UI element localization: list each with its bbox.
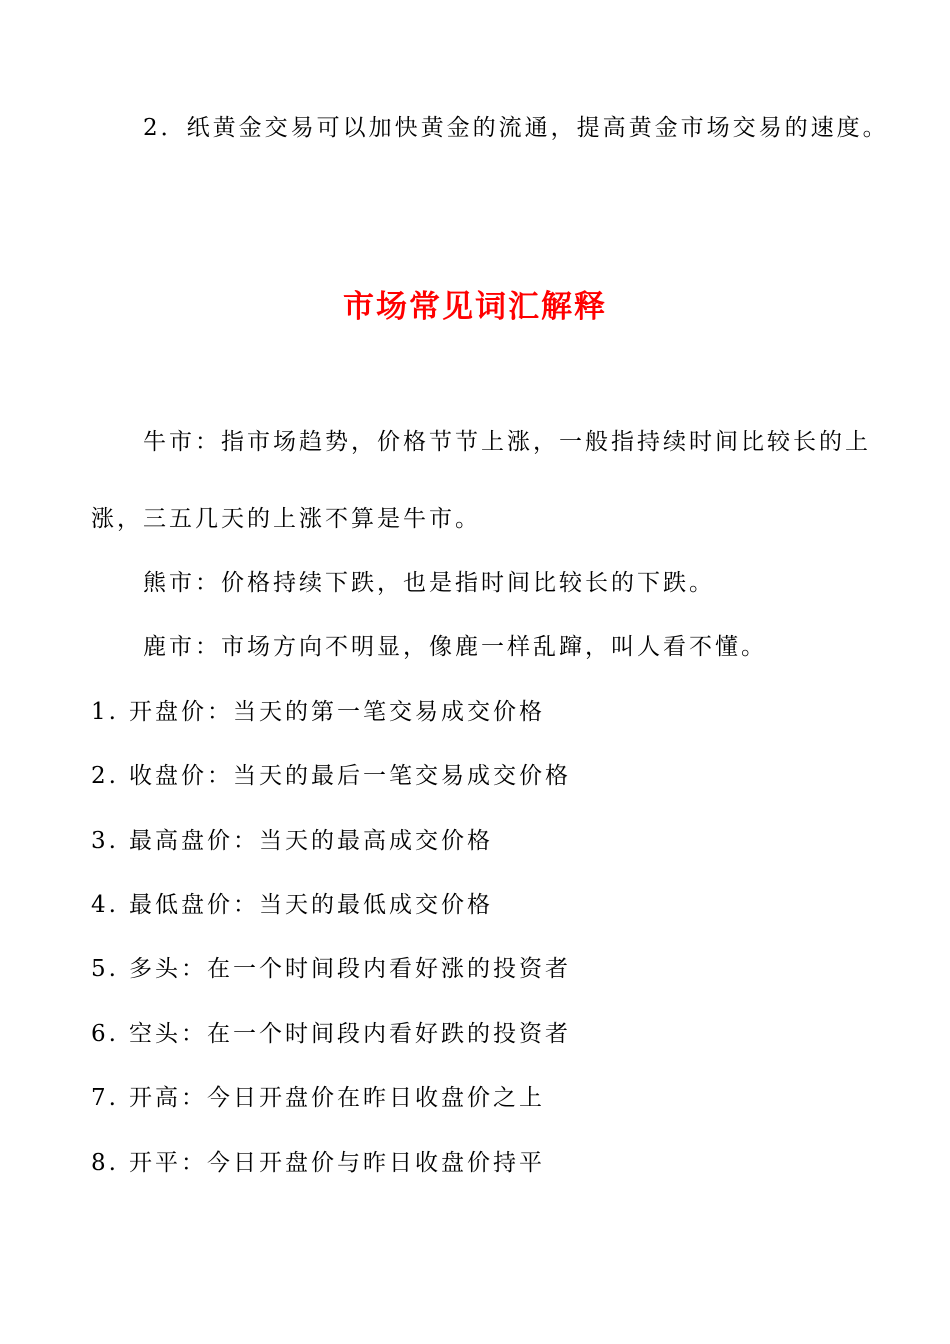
list-item [91, 826, 493, 856]
list-item-text: 开盘价：当天的第一笔交易成交价格 [129, 699, 545, 725]
bull-market-definition-line1: 牛市：指市场趋势，价格节节上涨，一般指持续时间比较长的上 [143, 429, 871, 455]
list-item [91, 954, 571, 984]
list-item-number: 8. [91, 1150, 119, 1176]
list-item-number: 7. [91, 1085, 119, 1111]
list-item [91, 761, 571, 791]
list-item [91, 1148, 545, 1178]
list-item-number: 1. [91, 699, 119, 725]
list-item-number: 5. [91, 956, 119, 982]
list-item-text: 空头：在一个时间段内看好跌的投资者 [129, 1021, 571, 1047]
list-item-text: 多头：在一个时间段内看好涨的投资者 [129, 956, 571, 982]
bear-market-definition: 熊市：价格持续下跌，也是指时间比较长的下跌。 [143, 570, 715, 596]
list-item-number: 6. [91, 1021, 119, 1047]
list-item [91, 1083, 545, 1113]
list-item-text: 最低盘价：当天的最低成交价格 [129, 892, 493, 918]
list-item-number: 4. [91, 892, 119, 918]
paper-gold-item-2: 2．纸黄金交易可以加快黄金的流通，提高黄金市场交易的速度。 [143, 115, 889, 141]
deer-market-definition: 鹿市：市场方向不明显，像鹿一样乱蹿，叫人看不懂。 [143, 634, 767, 660]
list-item-number: 2. [91, 763, 119, 789]
bull-market-definition-line2: 涨，三五几天的上涨不算是牛市。 [91, 506, 481, 532]
list-item-text: 开平：今日开盘价与昨日收盘价持平 [129, 1150, 545, 1176]
list-item [91, 1019, 571, 1049]
list-item [91, 890, 493, 920]
list-item-text: 收盘价：当天的最后一笔交易成交价格 [129, 763, 571, 789]
list-item-text: 开高：今日开盘价在昨日收盘价之上 [129, 1085, 545, 1111]
list-item-text: 最高盘价：当天的最高成交价格 [129, 828, 493, 854]
section-title: 市场常见词汇解释 [343, 289, 607, 325]
list-item-number: 3. [91, 828, 119, 854]
list-item [91, 697, 545, 727]
